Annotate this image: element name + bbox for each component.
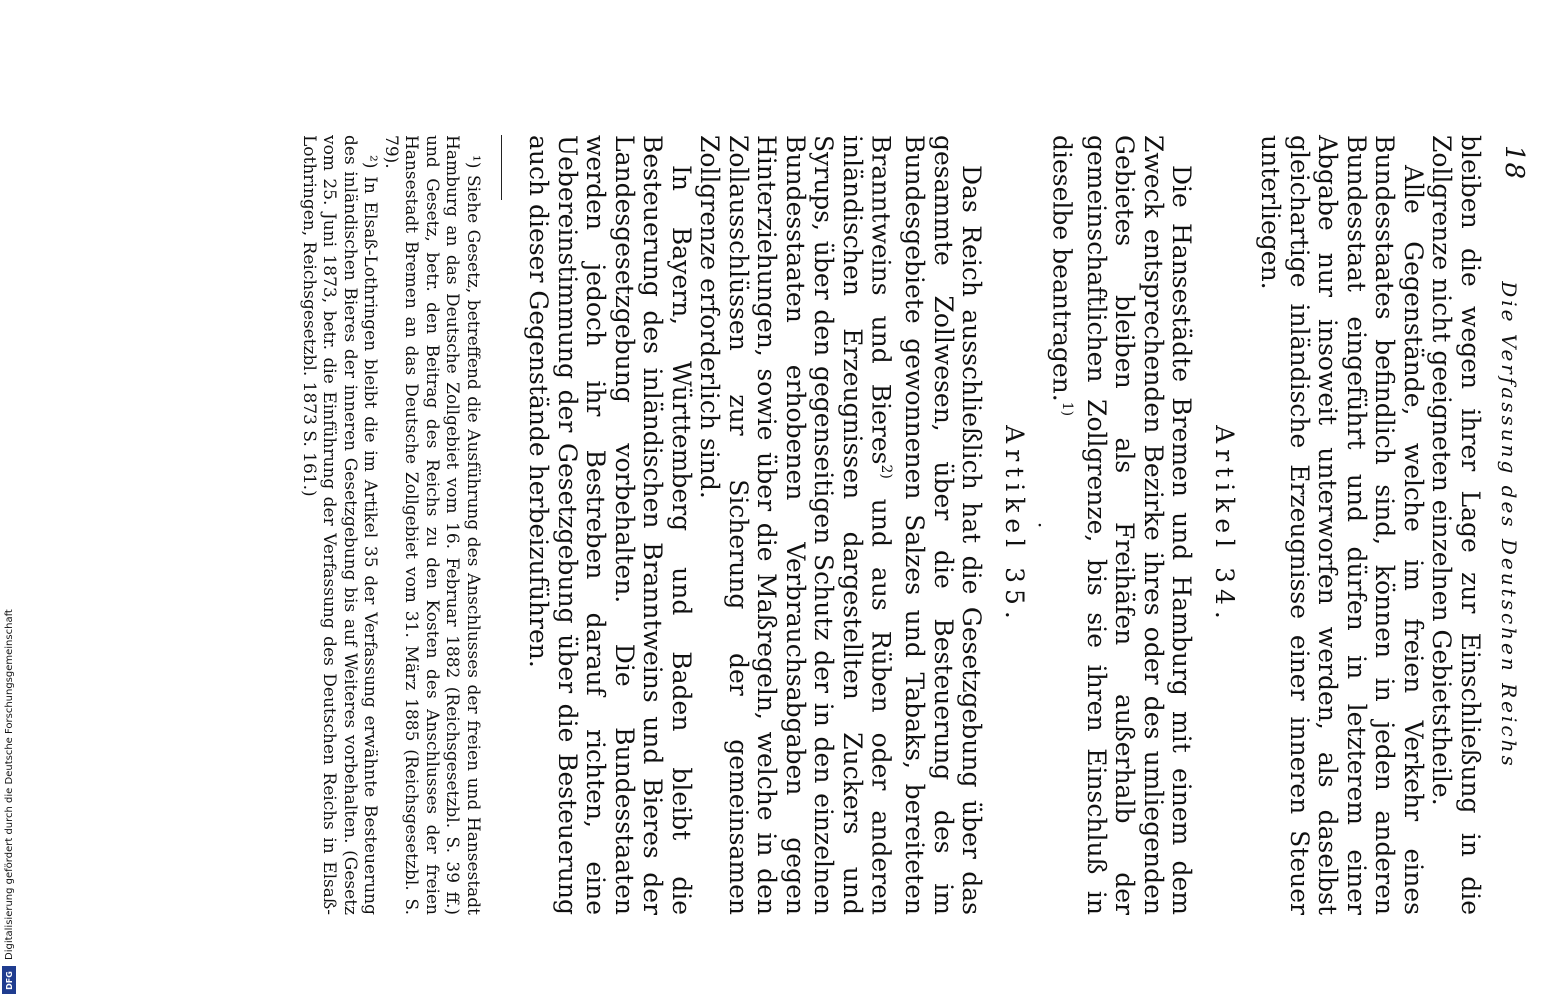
- running-title: Die Verfassung des Deutschen Reichs: [1497, 281, 1521, 769]
- dfg-logo-text: DFG: [4, 970, 14, 990]
- footnote-ref-1: 1): [1059, 401, 1076, 417]
- paragraph-1: bleiben die wegen ihrer Lage zur Einschließung in die Zollgrenze nicht geeigneten einzelnen Gebietstheile.: [1427, 135, 1485, 915]
- paragraph-4-text-a: Das Reich ausschließlich hat die Gesetzgebung über das gesammte Zollwesen, über die Besteuerung des im Bundesgebiete gewonnenen Salzes und Tabaks, bereiteten Branntweins und Bieres: [866, 135, 987, 915]
- paragraph-3-text: Die Hansestädte Bremen und Hamburg mit einem dem Zweck entsprechenden Bezirke ihres oder des umliegenden Gebietes bleiben als Freihäfen außerhalb der gemeinschaftlichen Zollgrenze, bis sie ihren Einschluß in dieselbe beantragen.: [1048, 135, 1197, 915]
- article-34-heading: Artikel 34.: [1210, 425, 1239, 625]
- footnote-1: ¹) Siehe Gesetz, betreffend die Ausführung des Anschlusses der freien und Hansestadt Hamburg an das Deutsche Zollgebiet vom 16. Februar 1882 (Reichsgesetzbl. S. 39 ff.) und Gesetz, betr. den Beitrag des Reichs zu den Kosten des Anschlusses der freien Hansestadt Bremen an das Deutsche Zollgebiet vom 31. März 1885 (Reichsgesetzbl. S. 79).: [380, 135, 483, 915]
- dfg-credit-text: Digitalisierung gefördert durch die Deutsche Forschungsgemeinschaft: [4, 609, 15, 960]
- footnotes: [298, 135, 483, 915]
- paragraph-2: Alle Gegenstände, welche im freien Verkehr eines Bundesstaates befindlich sind, können in jeden anderen Bundesstaat eingeführt und dürfen in letzterem einer Abgabe nur insoweit unterworfen werden, als daselbst gleichartige inländische Erzeugnisse einer inneren Steuer unterliegen.: [1256, 135, 1428, 915]
- separator-dot: ·: [1027, 521, 1052, 529]
- paragraph-5: In Bayern, Württemberg und Baden bleibt die Besteuerung des inländischen Branntweins und Bieres der Landesgesetzgebung vorbehalten. Die Bundesstaaten werden jedoch ihr Bestreben darauf richten, eine Uebereinstimmung der Gesetzgebung über die Besteuerung auch dieser Gegenstände herbeizuführen.: [524, 135, 696, 915]
- page-header: [1489, 135, 1529, 915]
- dfg-logo: [2, 966, 16, 994]
- page-number: 18: [1499, 145, 1529, 181]
- body-text: [298, 135, 1484, 915]
- paragraph-3: [1048, 135, 1196, 915]
- footnote-rule: [501, 135, 502, 200]
- footnote-2: ²) In Elsaß-Lothringen bleibt die im Artikel 35 der Verfassung erwähnte Besteuerung des inländischen Bieres der inneren Gesetzgebung bis auf Weiteres vorbehalten. (Gesetz vom 25. Juni 1873, betr. die Einführung der Verfassung des Deutschen Reichs in Elsaß-Lothringen, Reichsgesetzbl. 1873 S. 161.): [298, 135, 381, 915]
- article-35-heading: Artikel 35.: [999, 425, 1029, 625]
- footnote-ref-2: 2): [877, 464, 894, 479]
- paragraph-4: [695, 135, 985, 915]
- paragraph-4-text-b: und aus Rüben oder anderen inländischen Erzeugnissen dargestellten Zuckers und Syrups, über den gegenseitigen Schutz der in den einzelnen Bundesstaaten erhobenen Verbrauchsabgaben gegen Hinterziehungen, sowie über die Maßregeln, welche in den Zollausschlüssen zur Sicherung der gemeinsamen Zollgrenze erforderlich sind.: [695, 135, 896, 915]
- digitization-sidebar: [0, 0, 20, 1000]
